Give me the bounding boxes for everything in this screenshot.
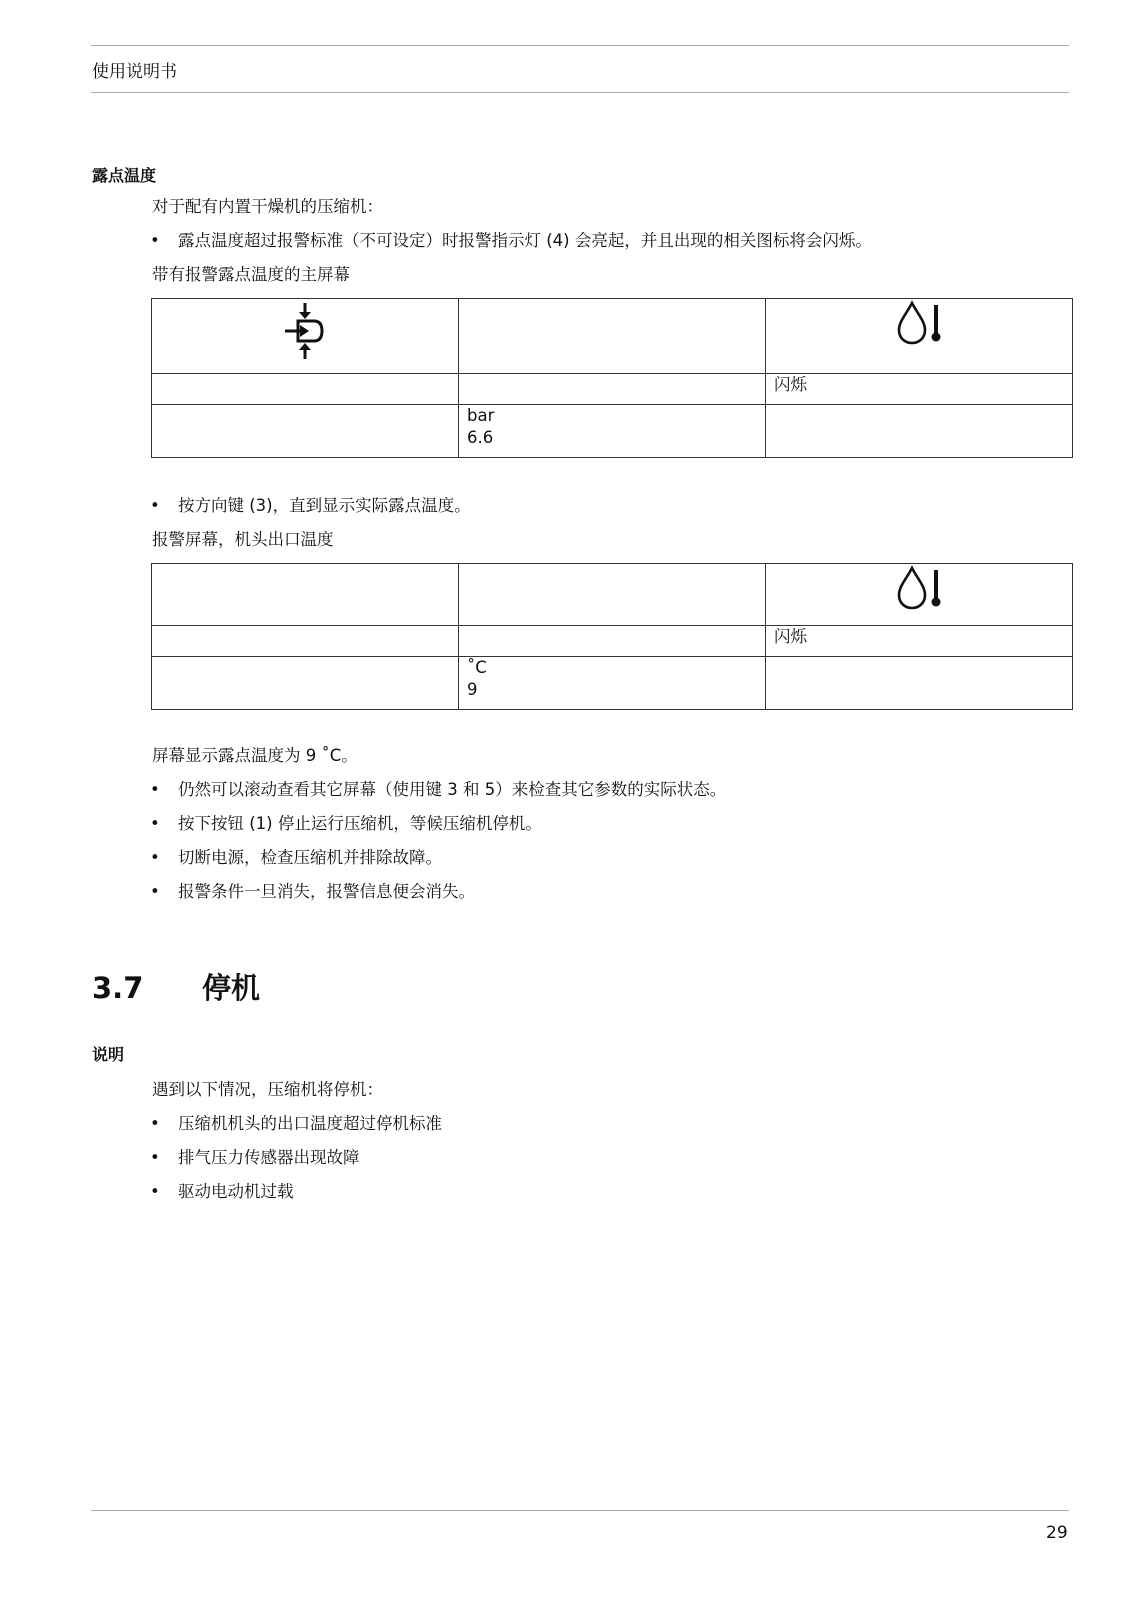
bullet-text: 报警条件一旦消失，报警信息便会消失。 [178, 882, 475, 901]
bullet-item [150, 880, 475, 904]
bullet-item [150, 1146, 360, 1170]
screen2-row2-col2 [459, 626, 766, 657]
screen1-unit: bar [467, 406, 495, 425]
bullet-text: 仍然可以滚动查看其它屏幕（使用键 3 和 5）来检查其它参数的实际状态。 [178, 780, 727, 799]
bullet-item [150, 846, 442, 870]
alarm-screen-table [151, 563, 1073, 710]
dewpoint-icon [893, 564, 945, 612]
bullet-text: 按下按钮 (1) 停止运行压缩机，等候压缩机停机。 [178, 814, 542, 833]
screen2-value: 9 [467, 680, 478, 699]
screen1-row3-col3 [766, 405, 1073, 458]
footer-rule [91, 1510, 1069, 1511]
bullet-dot: • [150, 814, 160, 833]
subsection-title-description: 说明 [92, 1045, 125, 1064]
screen1-cell-dewpoint [766, 299, 1073, 374]
screen2-row3-col1 [152, 657, 459, 710]
bullet-text: 排气压力传感器出现故障 [178, 1148, 360, 1167]
screen1-readout [459, 405, 766, 458]
compressor-icon [282, 299, 328, 363]
bullet-dot: • [150, 848, 160, 867]
section-number: 3.7 [92, 971, 144, 1005]
screen1-caption: 带有报警露点温度的主屏幕 [152, 265, 350, 284]
bullet-dot: • [150, 496, 160, 515]
screen2-readout [459, 657, 766, 710]
dewpoint-icon [893, 299, 945, 347]
screen1-value: 6.6 [467, 428, 494, 447]
section-heading-text: 停机 [202, 971, 261, 1005]
screen1-row3-col1 [152, 405, 459, 458]
section-title-dewpoint: 露点温度 [92, 166, 157, 185]
header-title: 使用说明书 [92, 62, 177, 82]
bullet-item [150, 812, 542, 836]
bullet-item [150, 494, 471, 518]
dewpoint-intro: 对于配有内置干燥机的压缩机： [152, 197, 383, 216]
screen2-row2-col1 [152, 626, 459, 657]
screen1-row2-col1 [152, 374, 459, 405]
screen2-blink-label: 闪烁 [766, 626, 1073, 657]
bullet-item [150, 1180, 294, 1204]
section-heading-shutdown [92, 966, 260, 1007]
dewpoint-note: 屏幕显示露点温度为 9 ˚C。 [152, 746, 358, 765]
bullet-dot: • [150, 882, 160, 901]
bullet-text: 按方向键 (3)，直到显示实际露点温度。 [178, 496, 471, 515]
bullet-text: 露点温度超过报警标准（不可设定）时报警指示灯 (4) 会亮起，并且出现的相关图标将会闪烁。 [178, 231, 872, 250]
screen2-caption: 报警屏幕，机头出口温度 [152, 530, 334, 549]
shutdown-intro: 遇到以下情况，压缩机将停机： [152, 1080, 383, 1099]
bullet-item [150, 778, 726, 802]
screen1-blink-label: 闪烁 [766, 374, 1073, 405]
bullet-dot: • [150, 1182, 160, 1201]
bullet-dot: • [150, 1114, 160, 1133]
bullet-dot: • [150, 231, 160, 250]
screen1-cell-compressor [152, 299, 459, 374]
screen2-cell-dewpoint [766, 564, 1073, 626]
screen2-row1-col2 [459, 564, 766, 626]
bullet-dot: • [150, 1148, 160, 1167]
bullet-dot: • [150, 780, 160, 799]
screen2-unit: ˚C [467, 658, 487, 677]
bullet-text: 切断电源，检查压缩机并排除故障。 [178, 848, 442, 867]
bullet-text: 驱动电动机过载 [178, 1182, 294, 1201]
page-number: 29 [1046, 1523, 1068, 1543]
header-top-rule [91, 45, 1069, 46]
bullet-item [150, 1112, 442, 1136]
screen2-row3-col3 [766, 657, 1073, 710]
screen1-row2-col2 [459, 374, 766, 405]
screen1-cell-empty [459, 299, 766, 374]
bullet-text: 压缩机机头的出口温度超过停机标准 [178, 1114, 442, 1133]
screen2-row1-col1 [152, 564, 459, 626]
bullet-item [150, 229, 872, 253]
header-bottom-rule [91, 92, 1069, 93]
main-screen-table [151, 298, 1073, 458]
